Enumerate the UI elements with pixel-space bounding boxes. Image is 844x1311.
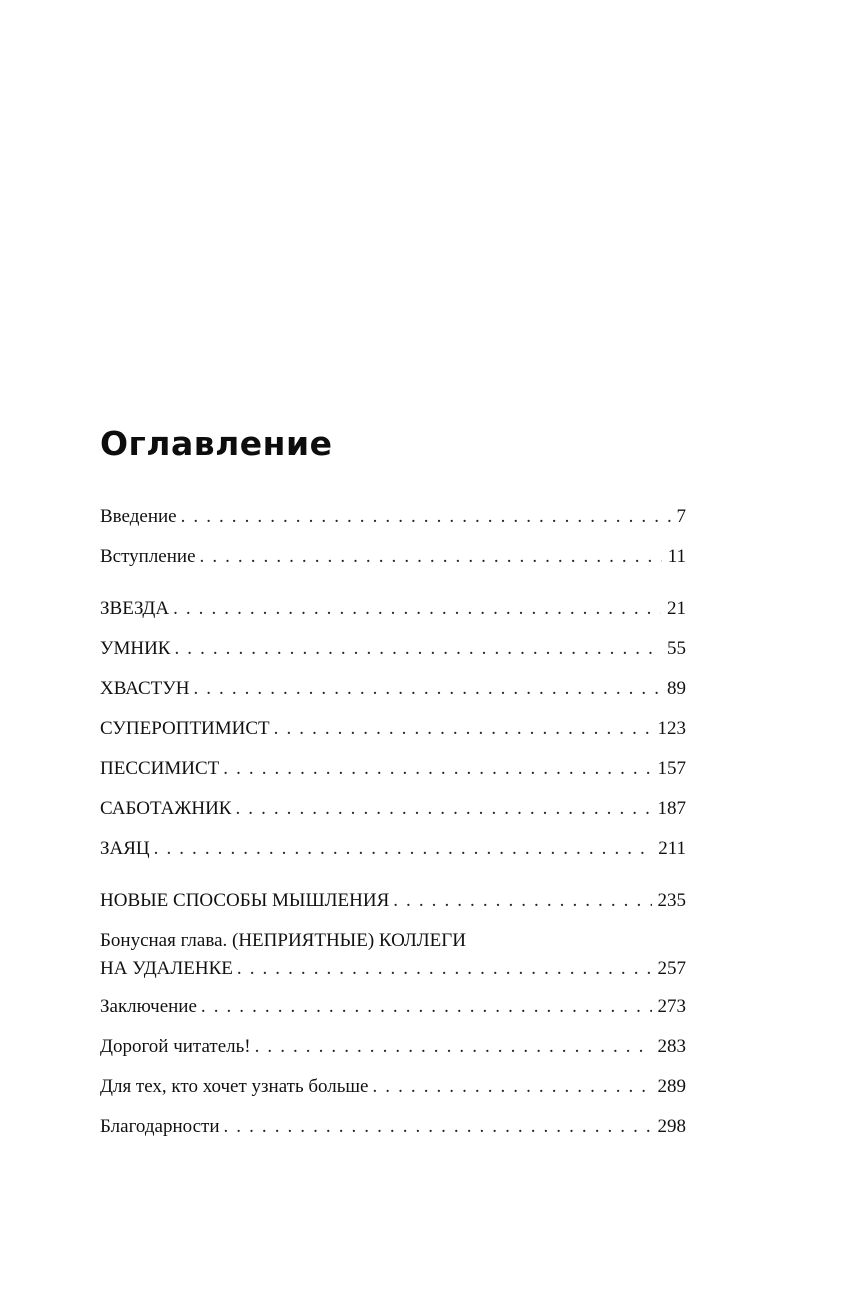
toc-entry-label: УМНИК [100, 638, 171, 659]
dot-leader [193, 677, 661, 701]
dot-leader [223, 757, 651, 781]
toc-entry-label: СУПЕРОПТИМИСТ [100, 718, 270, 739]
toc-entry-label: САБОТАЖНИК [100, 798, 232, 819]
dot-leader [173, 597, 661, 621]
toc-entry-label: ХВАСТУН [100, 678, 190, 699]
toc-entry-smart [100, 637, 686, 661]
toc-page-number: 283 [657, 1036, 686, 1057]
toc-page-number: 187 [657, 798, 686, 819]
toc-entry-dear-reader [100, 1035, 686, 1059]
toc-entry-preface [100, 545, 686, 569]
toc-entry-label: НОВЫЕ СПОСОБЫ МЫШЛЕНИЯ [100, 890, 390, 911]
toc-entry-hare [100, 837, 686, 861]
toc-page-number: 11 [667, 546, 686, 567]
toc-entry-label: ЗВЕЗДА [100, 598, 170, 619]
toc-page-number: 89 [667, 678, 686, 699]
toc-entry-label: Заключение [100, 996, 197, 1017]
toc-entry-acknowledgements [100, 1115, 686, 1139]
toc-entry-bonus-chapter [100, 929, 686, 981]
toc-entry-braggart [100, 677, 686, 701]
dot-leader [224, 1115, 652, 1139]
toc-entry-star [100, 597, 686, 621]
dot-leader [201, 995, 652, 1019]
toc-entry-label: Для тех, кто хочет узнать больше [100, 1076, 369, 1097]
toc-entry-label-line2: НА УДАЛЕНКЕ [100, 958, 233, 979]
toc-entry-label: Вступление [100, 546, 196, 567]
toc-entry-superoptimist [100, 717, 686, 741]
toc-entry-new-ways-of-thinking [100, 889, 686, 913]
toc-entry-label: Благодарности [100, 1116, 220, 1137]
toc-page-number: 235 [657, 890, 686, 911]
toc-entry-further-reading [100, 1075, 686, 1099]
toc-entry-saboteur [100, 797, 686, 821]
toc-entry-pessimist [100, 757, 686, 781]
page-title: Оглавление [100, 424, 333, 463]
toc-page-number: 289 [657, 1076, 686, 1097]
dot-leader [174, 637, 661, 661]
toc-page-number: 123 [657, 718, 686, 739]
dot-leader [255, 1035, 652, 1059]
dot-leader [373, 1075, 652, 1099]
dot-leader [154, 837, 653, 861]
toc-page-number: 298 [657, 1116, 686, 1137]
dot-leader [237, 957, 652, 981]
toc-page-number: 21 [667, 598, 686, 619]
toc-page-number: 211 [658, 838, 686, 859]
dot-leader [274, 717, 652, 741]
toc-page-number: 55 [667, 638, 686, 659]
toc-page-number: 7 [676, 506, 686, 527]
dot-leader [181, 505, 671, 529]
toc-entry-label: ЗАЯЦ [100, 838, 150, 859]
toc-entry-introduction [100, 505, 686, 529]
toc-entry-conclusion [100, 995, 686, 1019]
toc-entry-label: ПЕССИМИСТ [100, 758, 220, 779]
dot-leader [393, 889, 651, 913]
toc-page-number: 273 [657, 996, 686, 1017]
toc-entry-label-line1: Бонусная глава. (НЕПРИЯТНЫЕ) КОЛЛЕГИ [100, 930, 466, 951]
toc-page-number: 157 [657, 758, 686, 779]
toc-entry-label: Дорогой читатель! [100, 1036, 251, 1057]
dot-leader [200, 545, 662, 569]
toc-page-number: 257 [657, 958, 686, 979]
dot-leader [235, 797, 651, 821]
toc-entry-label: Введение [100, 506, 177, 527]
